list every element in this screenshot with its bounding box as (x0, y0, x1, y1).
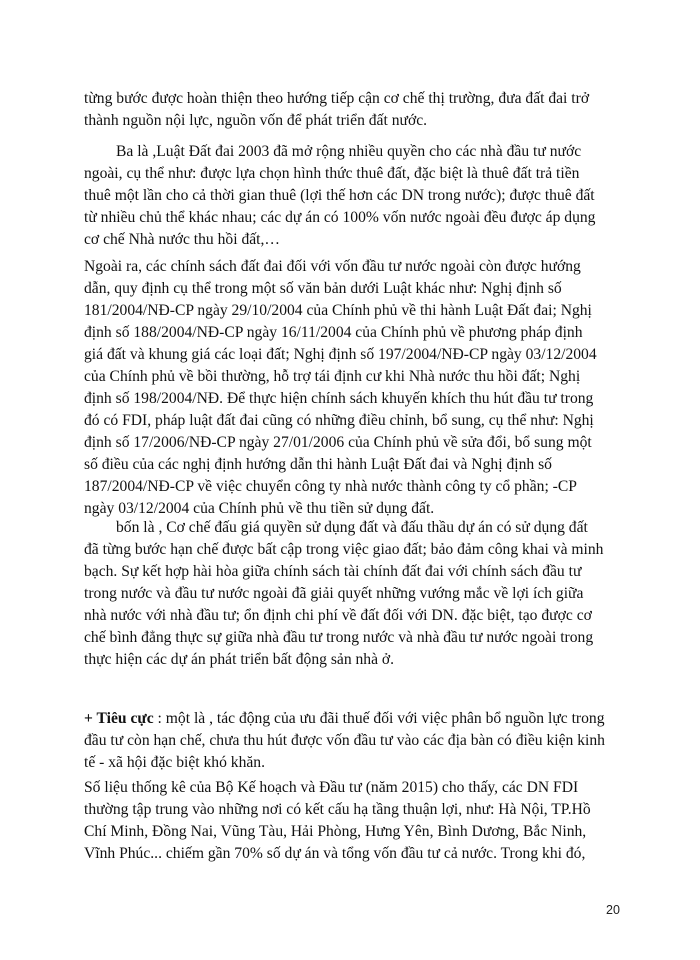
paragraph-4 (84, 517, 624, 671)
text-line: số điều của các nghị định hướng dẫn thi hành Luật Đất đai và Nghị định số (84, 456, 552, 473)
paragraph-3 (84, 256, 624, 520)
text-line: bạch. Sự kết hợp hài hòa giữa chính sách tài chính đất đai với chính sách đầu tư (84, 563, 582, 580)
text-line: giá đất và khung giá các loại đất; Nghị định số 197/2004/NĐ-CP ngày 03/12/2004 (84, 346, 597, 363)
text-line: định số 17/2006/NĐ-CP ngày 27/01/2006 của Chính phủ về sửa đổi, bổ sung một (84, 434, 592, 451)
text-line: nhà nước với nhà đầu tư; ổn định chi phí về đất đối với DN. đặc biệt, tạo được cơ (84, 607, 592, 624)
text-line: Chí Minh, Đồng Nai, Vũng Tàu, Hải Phòng, Hưng Yên, Bình Dương, Bắc Ninh, (84, 823, 587, 840)
text-line: của Chính phủ về bồi thường, hỗ trợ tái định cư khi Nhà nước thu hồi đất; Nghị (84, 368, 581, 385)
text-line: ngoài, cụ thể như: được lựa chọn hình thức thuê đất, đặc biệt là thuê đất trả tiền (84, 165, 580, 182)
text-line: thuê một lần cho cả thời gian thuê (lợi thế hơn các DN trong nước); được thuê đất (84, 187, 595, 204)
text-line: định số 198/2004/NĐ. Để thực hiện chính sách khuyến khích thu hút đầu tư trong (84, 390, 594, 407)
negative-heading: + Tiêu cực (84, 710, 154, 727)
text-line: tế - xã hội đặc biệt khó khăn. (84, 754, 266, 771)
text-line: chế bình đẳng thực sự giữa nhà đầu tư trong nước và nhà đầu tư nước ngoài trong (84, 629, 594, 646)
text-line: đó có FDI, pháp luật đất đai cũng có những điều chỉnh, bổ sung, cụ thể như: Nghị (84, 412, 594, 429)
text-line: bốn là , Cơ chế đấu giá quyền sử dụng đất và đấu thầu dự án có sử dụng đất (116, 519, 588, 536)
text-run: : một là , tác động của ưu đãi thuế đối với việc phân bổ nguồn lực trong (153, 710, 605, 727)
text-line: 187/2004/NĐ-CP về việc chuyển công ty nhà nước thành công ty cổ phần; -CP (84, 478, 577, 495)
page-number: 20 (606, 903, 620, 917)
paragraph-6 (84, 777, 624, 865)
text-line: thường tập trung vào những nơi có kết cấu hạ tầng thuận lợi, như: Hà Nội, TP.Hồ (84, 801, 591, 818)
text-line (84, 708, 624, 730)
paragraph-5 (84, 708, 624, 774)
paragraph-2 (84, 141, 624, 251)
text-line: Số liệu thống kê của Bộ Kế hoạch và Đầu tư (năm 2015) cho thấy, các DN FDI (84, 779, 579, 796)
paragraph-1 (84, 88, 624, 132)
text-line: Ba là ,Luật Đất đai 2003 đã mở rộng nhiều quyền cho các nhà đầu tư nước (116, 143, 582, 160)
text-line: đầu tư còn hạn chế, chưa thu hút được vốn đầu tư vào các địa bàn có điều kiện kinh (84, 732, 605, 749)
text-line: cơ chế Nhà nước thu hồi đất,… (84, 231, 280, 248)
text-line: thành nguồn nội lực, nguồn vốn để phát triển đất nước. (84, 112, 428, 129)
text-line: dẫn, quy định cụ thể trong một số văn bản dưới Luật khác như: Nghị định số (84, 280, 562, 297)
text-line: từ nhiều chủ thể khác nhau; các dự án có 100% vốn nước ngoài đều được áp dụng (84, 209, 596, 226)
text-line: ngày 03/12/2004 của Chính phủ về thu tiền sử dụng đất. (84, 500, 435, 517)
text-line: Ngoài ra, các chính sách đất đai đối với vốn đầu tư nước ngoài còn được hướng (84, 258, 581, 275)
text-line: đã từng bước hạn chế được bất cập trong việc giao đất; bảo đảm công khai và minh (84, 541, 604, 558)
text-line: định số 188/2004/NĐ-CP ngày 16/11/2004 của Chính phủ về phương pháp định (84, 324, 583, 341)
text-line: thực hiện các dự án phát triển bất động sản nhà ở. (84, 651, 395, 668)
text-line: Vĩnh Phúc... chiếm gần 70% số dự án và tổng vốn đầu tư cả nước. Trong khi đó, (84, 845, 586, 862)
text-line: 181/2004/NĐ-CP ngày 29/10/2004 của Chính phủ về thi hành Luật Đất đai; Nghị (84, 302, 592, 319)
text-line: từng bước được hoàn thiện theo hướng tiếp cận cơ chế thị trường, đưa đất đai trở (84, 90, 590, 107)
text-line: trong nước và đầu tư nước ngoài đã giải quyết những vướng mắc về lợi ích giữa (84, 585, 584, 602)
